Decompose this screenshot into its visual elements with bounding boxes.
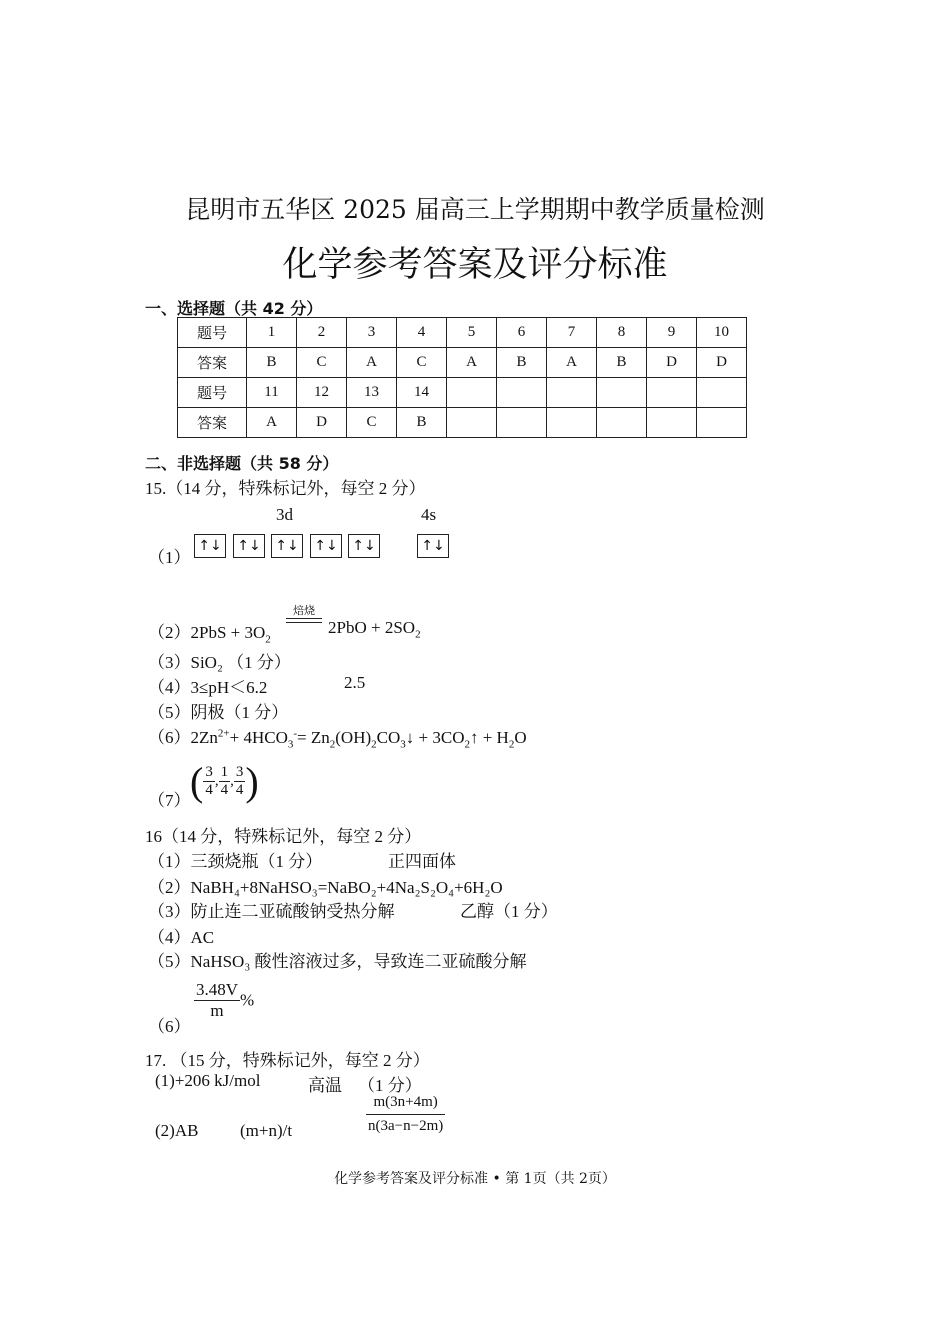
table-cell: 7	[547, 318, 597, 348]
coordinate-answer: ( $\frac{3}{4}$ , $\frac{1}{4}$ , $\frac{3}{4}$ )	[190, 759, 259, 804]
q16-p1: （1）三颈烧瓶（1 分）	[148, 852, 323, 871]
q15-p2: $(2)2PbS + 3O_2$	[148, 623, 271, 646]
table-cell: 1	[247, 318, 297, 348]
exam-title: 昆明市五华区 2025 届高三上学期期中教学质量检测	[185, 195, 765, 224]
orbital-4s-label: 4s	[421, 505, 437, 524]
table-cell: 5	[447, 318, 497, 348]
table-row-header: 题号	[178, 318, 247, 348]
table-cell: A	[447, 348, 497, 378]
table-cell	[597, 378, 647, 408]
table-cell: 10	[697, 318, 747, 348]
table-row	[178, 318, 747, 348]
table-cell: 11	[247, 378, 297, 408]
table-cell: 12	[297, 378, 347, 408]
orbital-box-3d-5: ↑↓	[348, 534, 380, 558]
table-row	[178, 378, 747, 408]
section1-heading: 一、选择题（共 42 分）	[145, 299, 323, 318]
table-row-header: 答案	[178, 408, 247, 438]
table-row	[178, 408, 747, 438]
table-cell: 14	[397, 378, 447, 408]
orbital-box-3d-2: ↑↓	[233, 534, 265, 558]
table-cell	[597, 408, 647, 438]
answer-table	[177, 317, 747, 438]
q15-p6: $(6)2Zn^{2+}+ 4HCO_3^-=$ $Zn_2(OH)_2CO_3↓$ + $3CO_2↑ + H_2O$	[148, 727, 527, 751]
table-cell: 3	[347, 318, 397, 348]
q15-p2-right: $2PbO + 2SO_2$	[328, 618, 421, 641]
q16-p1-answer: 正四面体	[388, 852, 456, 871]
table-row-header: 题号	[178, 378, 247, 408]
table-cell	[547, 408, 597, 438]
table-cell	[647, 408, 697, 438]
table-cell: 2	[297, 318, 347, 348]
table-cell: 13	[347, 378, 397, 408]
q16-p3: （3）防止连二亚硫酸钠受热分解	[148, 902, 395, 921]
q17-p2-rate: (m+n)/t	[240, 1121, 293, 1140]
table-cell	[547, 378, 597, 408]
table-cell	[647, 378, 697, 408]
q16-p5: （5）NaHSO₃ 酸性溶液过多，导致连二亚硫酸分解	[148, 952, 527, 971]
q16-p3-answer: 乙醇（1 分）	[460, 902, 558, 921]
q17-p1-condition: 高温	[308, 1076, 342, 1095]
table-cell	[497, 408, 547, 438]
orbital-box-3d-1: ↑↓	[194, 534, 226, 558]
q17-p2: (2)AB	[155, 1121, 199, 1140]
orbital-3d-label: 3d	[276, 505, 293, 524]
q17-heading: 17. （15 分，特殊标记外，每空 2 分）	[145, 1051, 430, 1070]
table-cell: B	[247, 348, 297, 378]
table-cell: D	[647, 348, 697, 378]
table-cell: 4	[397, 318, 447, 348]
orbital-box-3d-4: ↑↓	[310, 534, 342, 558]
section2-heading: 二、非选择题（共 58 分）	[145, 454, 339, 473]
table-row-header: 答案	[178, 348, 247, 378]
table-cell: D	[297, 408, 347, 438]
table-cell: 8	[597, 318, 647, 348]
table-cell: C	[397, 348, 447, 378]
table-cell: D	[697, 348, 747, 378]
q15-p7-label: （7）	[148, 791, 191, 810]
orbital-box-4s: ↑↓	[417, 534, 449, 558]
table-cell: B	[597, 348, 647, 378]
q17-p1: (1)+206 kJ/mol	[155, 1071, 261, 1090]
orbital-box-3d-3: ↑↓	[271, 534, 303, 558]
table-cell	[697, 408, 747, 438]
table-cell	[497, 378, 547, 408]
q16-p2: （2）NaBH₄+8NaHSO₃=NaBO₂+4Na₂S₂O₄+6H₂O	[148, 878, 503, 897]
q16-heading: 16（14 分，特殊标记外，每空 2 分）	[145, 827, 422, 846]
q15-p4-value: 2.5	[344, 673, 366, 692]
table-row	[178, 348, 747, 378]
q17-p1-score: （1 分）	[358, 1076, 422, 1095]
q15-heading: 15.（14 分，特殊标记外，每空 2 分）	[145, 479, 426, 498]
q15-p1-label: （1）	[148, 548, 191, 567]
table-cell: B	[397, 408, 447, 438]
table-cell: 6	[497, 318, 547, 348]
q15-p3: （3）SiO₂ （1 分）	[148, 653, 291, 672]
reaction-condition: 焙烧	[293, 604, 315, 617]
q17-p2-fraction: $\frac{m(3n+4m)}{n(3a-n-2m)}$	[368, 1094, 444, 1134]
table-cell	[447, 378, 497, 408]
table-cell: 9	[647, 318, 697, 348]
q16-p6-formula: $\frac{3.48V}{m}$ %	[196, 980, 255, 1020]
table-cell: C	[297, 348, 347, 378]
table-cell: A	[347, 348, 397, 378]
table-cell: A	[247, 408, 297, 438]
answer-key-title: 化学参考答案及评分标准	[282, 245, 668, 285]
table-cell: A	[547, 348, 597, 378]
table-cell: C	[347, 408, 397, 438]
q16-p4: （4）AC	[148, 928, 215, 947]
q15-p5: （5）阴极（1 分）	[148, 703, 289, 722]
page-footer: 化学参考答案及评分标准 • 第 1页（共 2页）	[334, 1171, 616, 1187]
q15-p4: （4）3≤pH＜6.2	[148, 678, 268, 697]
equals-arrow	[286, 618, 322, 623]
q16-p6-label: （6）	[148, 1017, 191, 1036]
table-cell	[697, 378, 747, 408]
table-cell: B	[497, 348, 547, 378]
table-cell	[447, 408, 497, 438]
